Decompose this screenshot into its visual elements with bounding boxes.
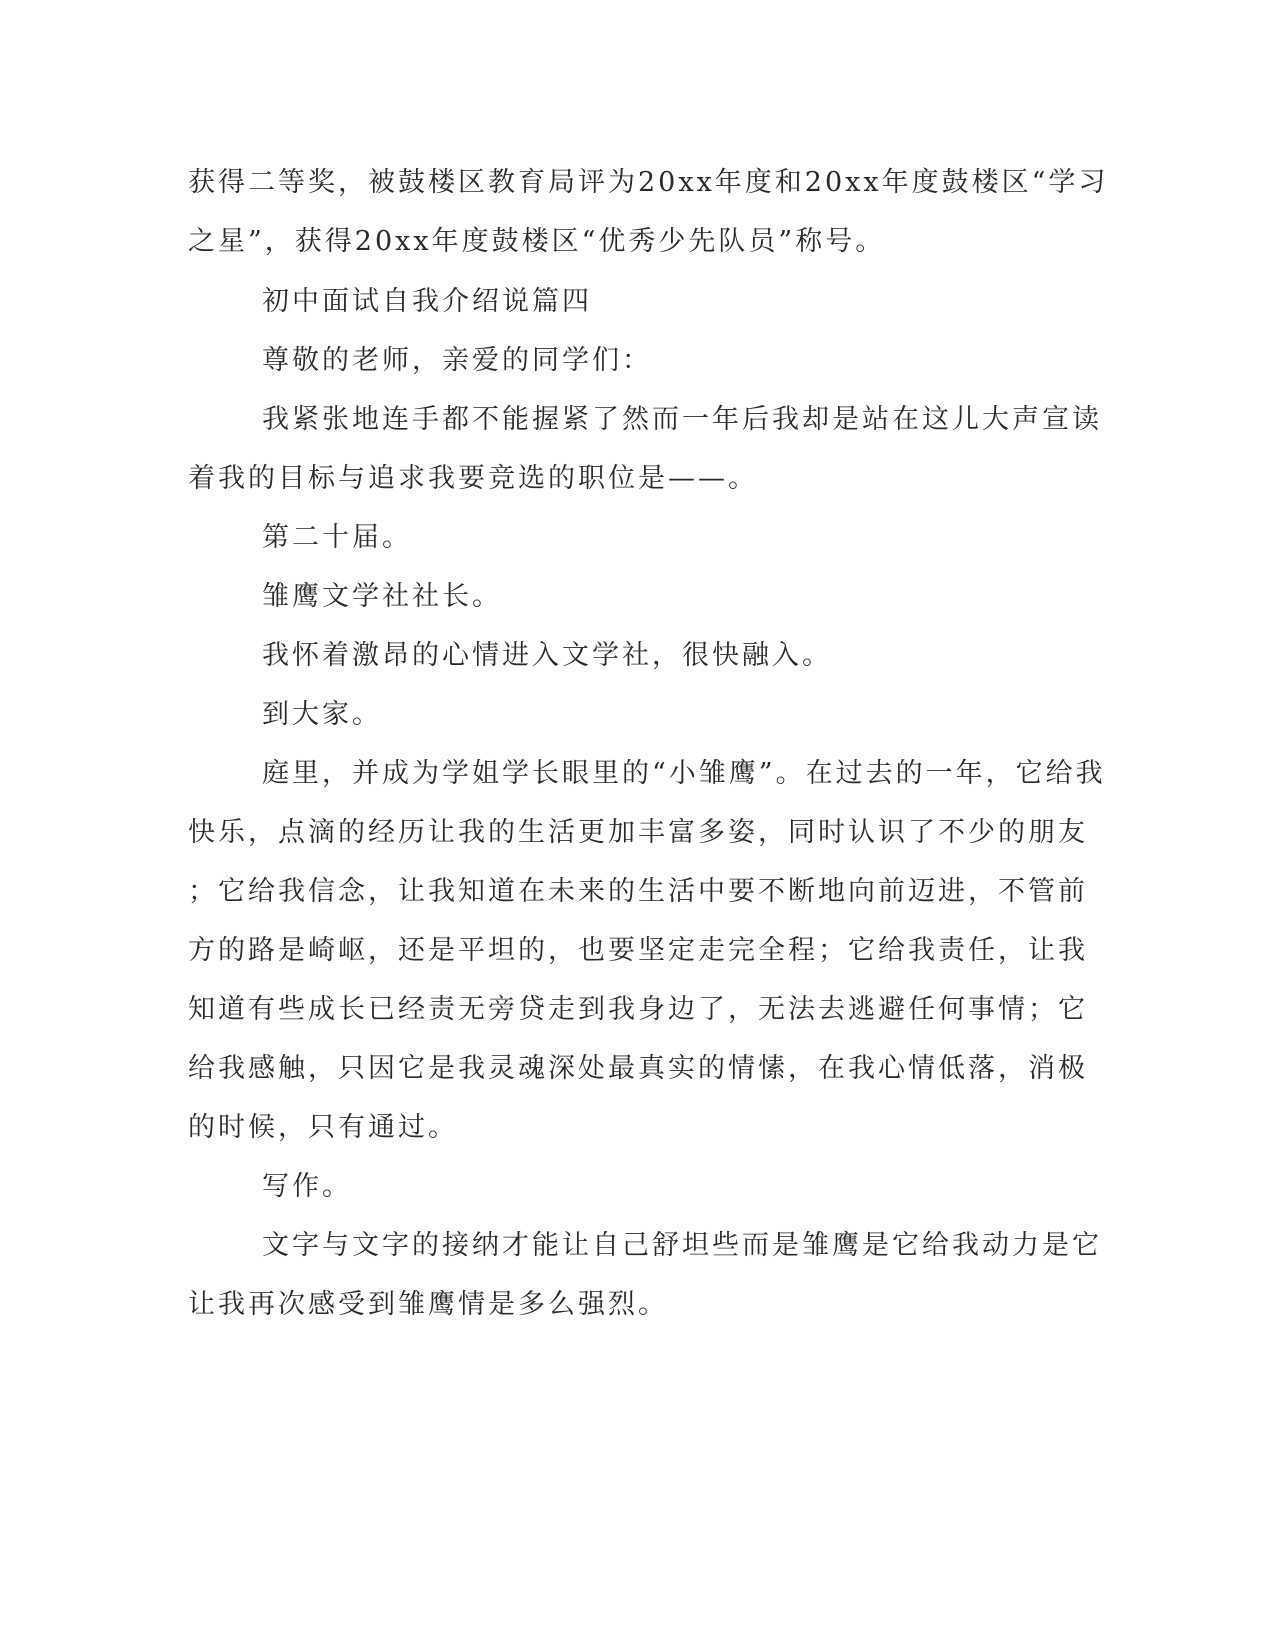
text-line: 雏鹰文学社社长。 xyxy=(262,581,502,612)
salutation: 尊敬的老师，亲爱的同学们： xyxy=(262,345,652,376)
text-line: 着我的目标与追求我要竞选的职位是——。 xyxy=(188,463,758,494)
text-line: 知道有些成长已经责无旁贷走到我身边了，无法去逃避任何事情；它 xyxy=(188,994,1088,1025)
text-line: 文字与文字的接纳才能让自己舒坦些而是雏鹰是它给我动力是它 xyxy=(262,1230,1102,1261)
text-line: 的时候，只有通过。 xyxy=(188,1112,458,1143)
text-line: 我紧张地连手都不能握紧了然而一年后我却是站在这儿大声宣读 xyxy=(262,404,1102,435)
text-line: 获得二等奖，被鼓楼区教育局评为20xx年度和20xx年度鼓楼区“学习 xyxy=(188,167,1109,198)
text-line: 到大家。 xyxy=(262,699,382,730)
text-line: 让我再次感受到雏鹰情是多么强烈。 xyxy=(188,1289,668,1320)
text-line: 方的路是崎岖，还是平坦的，也要坚定走完全程；它给我责任，让我 xyxy=(188,935,1088,966)
section-heading: 初中面试自我介绍说篇四 xyxy=(262,286,592,317)
text-line: 写作。 xyxy=(262,1171,352,1202)
text-line: 我怀着激昂的心情进入文学社，很快融入。 xyxy=(262,640,832,671)
text-line: 之星”，获得20xx年度鼓楼区“优秀少先队员”称号。 xyxy=(188,226,886,257)
text-line: 快乐，点滴的经历让我的生活更加丰富多姿，同时认识了不少的朋友 xyxy=(188,817,1088,848)
text-line: 给我感触，只因它是我灵魂深处最真实的情愫，在我心情低落，消极 xyxy=(188,1053,1088,1084)
text-line: ；它给我信念，让我知道在未来的生活中要不断地向前迈进，不管前 xyxy=(188,876,1088,907)
text-line: 第二十届。 xyxy=(262,522,412,553)
text-line: 庭里，并成为学姐学长眼里的“小雏鹰”。在过去的一年，它给我 xyxy=(262,758,1106,789)
